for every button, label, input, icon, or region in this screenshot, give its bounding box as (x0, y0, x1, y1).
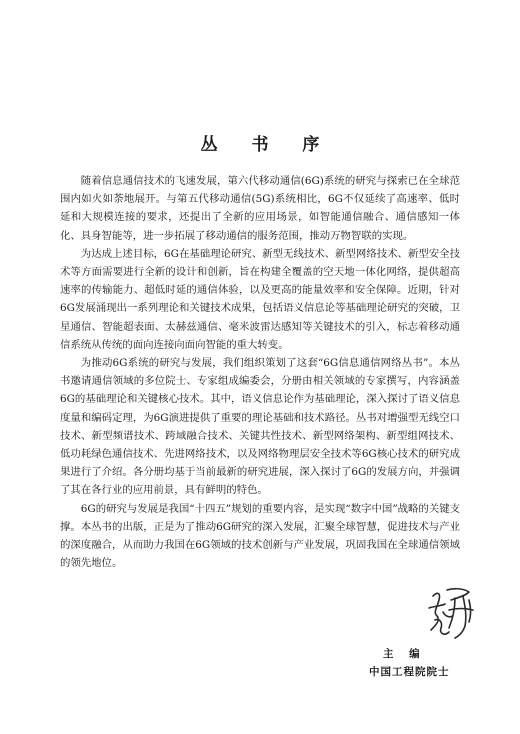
editor-role: 主 编 (383, 648, 426, 660)
paragraph-4: 6G的研究与发展是我国“十四五”规划的重要内容，是实现“数字中国”战略的关键支撑。本丛书的出版，正是为了推动6G研究的深入发展，汇聚全球智慧，促进技术与产业的深度融合，从而助力我国在6G领域的技术创新与产业发展，巩固我国在全球通信领域的领先地位。 (60, 502, 460, 570)
page-title: 丛 书 序 (200, 135, 334, 155)
signature-icon (425, 582, 481, 642)
paragraph-3: 为推动6G系统的研究与发展，我们组织策划了这套“6G信息通信网络丛书”。本丛书邀请通信领域的多位院士、专家组成编委会，分册由相关领域的专家撰写，内容涵盖6G的基础理论和关键核心技术。其中，语义信息论作为基础理论，深入探讨了语义信息度量和编码定理，为6G演进提供了重要的理论基础和技术路径。丛书对增强型无线空口技术、新型频谱技术、跨域融合技术、关键共性技术、新型网络架构、新型组网技术、低功耗绿色通信技术、先进网络技术，以及网络物理层安全技术等6G核心技术的研究成果进行了介绍。各分册均基于当前最新的研究进展，深入探讨了6G的发展方向，并强调了其在各行业的应用前景，具有鲜明的特色。 (60, 357, 460, 497)
preface-body (60, 172, 460, 572)
editor-organization: 中国工程院院士 (369, 666, 450, 678)
paragraph-2: 为达成上述目标，6G在基础理论研究、新型无线技术、新型网络技术、新型安全技术等方面需要进行全新的设计和创新，旨在构建全覆盖的空天地一体化网络，提供超高速率的传输能力、超低时延的通信体验，以及更高的能量效率和安全保障。近期，针对6G发展涌现出一系列理论和关键技术成果，包括语义信息论等基础理论研究的突破，卫星通信、智能超表面、太赫兹通信、毫米波雷达感知等关键技术的引入，标志着移动通信系统从传统的面向连接向面向智能的重大转变。 (60, 247, 460, 351)
paragraph-1: 随着信息通信技术的飞速发展，第六代移动通信(6G)系统的研究与探索已在全球范围内如火如荼地展开。与第五代移动通信(5G)系统相比，6G不仅延续了高速率、低时延和大规模连接的要求，还提出了全新的应用场景，如智能通信融合、通信感知一体化、具身智能等，进一步拓展了移动通信的服务范围，推动万物智联的实现。 (60, 175, 460, 242)
